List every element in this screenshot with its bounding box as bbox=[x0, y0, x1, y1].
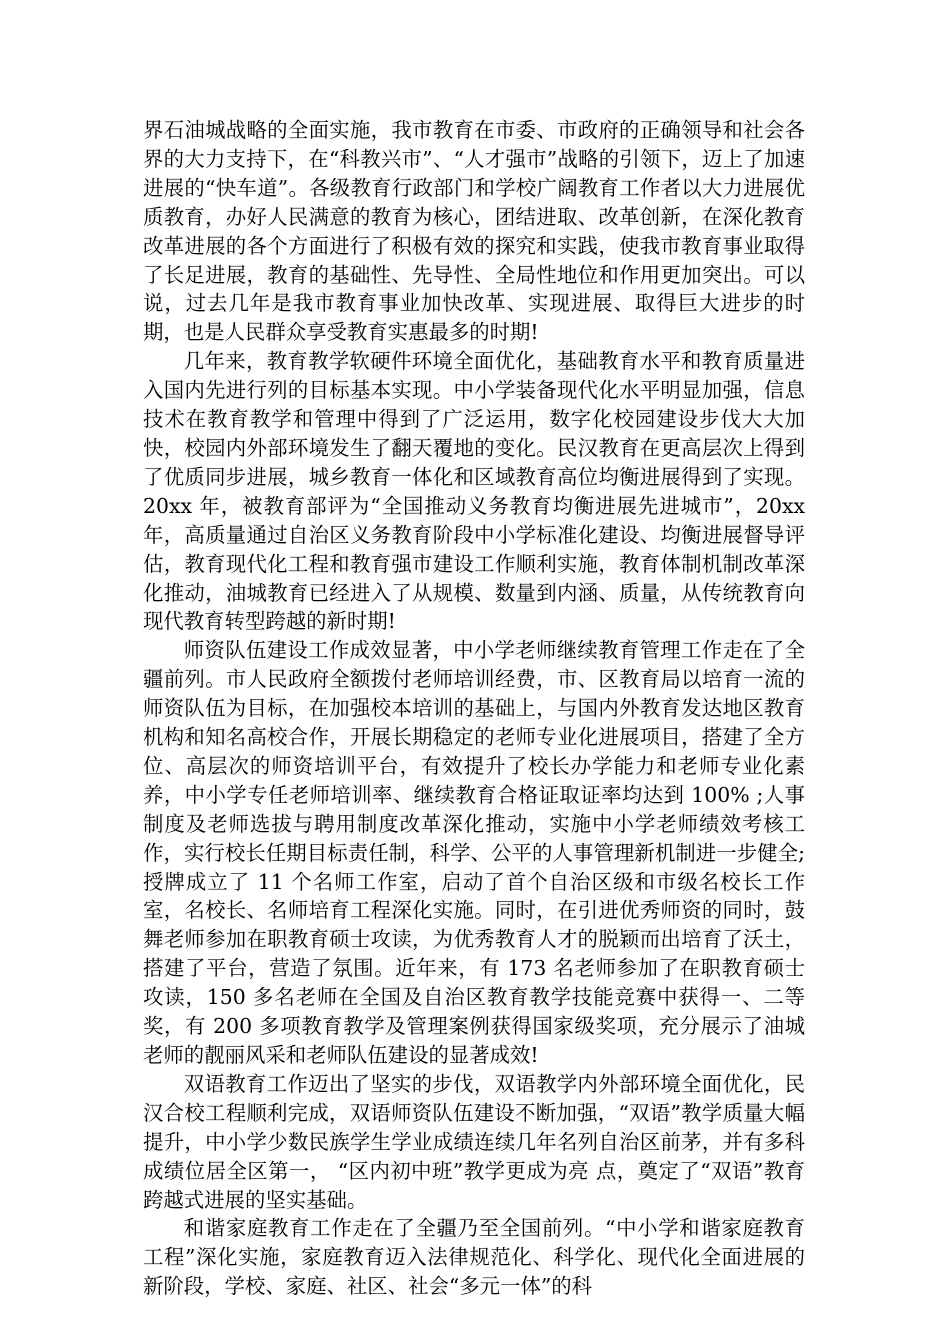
paragraph-4: 双语教育工作迈出了坚实的步伐，双语教学内外部环境全面优化，民汉合校工程顺利完成，双语师资队伍建设不断加强，“双语”教学质量大幅提升，中小学少数民族学生学业成绩连续几年名列自治区前茅，并有多科成绩位居全区第一， “区内初中班”教学更成为亮 点，奠定了“双语”教育跨越式进展的坚实基础。 bbox=[143, 1071, 805, 1212]
document-page bbox=[143, 116, 805, 1301]
paragraph-3: 师资队伍建设工作成效显著，中小学老师继续教育管理工作走在了全疆前列。市人民政府全额拨付老师培训经费，市、区教育局以培育一流的师资队伍为目标，在加强校本培训的基础上，与国内外教育发达地区教育机构和知名高校合作，开展长期稳定的老师专业化进展项目，搭建了全方位、高层次的师资培训平台，有效提升了校长办学能力和老师专业化素养，中小学专任老师培训率、继续教育合格证取证率均达到 100% ;人事制度及老师选拔与聘用制度改革深化推动，实施中小学老师绩效考核工作，实行校长任期目标责任制，科学、公平的人事管理新机制进一步健全;授牌成立了 11 个名师工作室，启动了首个自治区级和市级名校长工作室，名校长、名师培育工程深化实施。同时，在引进优秀师资的同时，鼓舞老师参加在职教育硕士攻读，为优秀教育人才的脱颖而出培育了沃土，搭建了平台，营造了氛围。近年来，有 173 名老师参加了在职教育硕士攻读，150 多名老师在全国及自治区教育教学技能竞赛中获得一、二等奖，有 200 多项教育教学及管理案例获得国家级奖项，充分展示了油城老师的靓丽风采和老师队伍建设的显著成效! bbox=[143, 638, 805, 1067]
paragraph-1: 界石油城战略的全面实施，我市教育在市委、市政府的正确领导和社会各界的大力支持下，在“科教兴市”、“人才强市”战略的引领下，迈上了加速进展的“快车道”。各级教育行政部门和学校广阔教育工作者以大力进展优质教育，办好人民满意的教育为核心，团结进取、改革创新，在深化教育改革进展的各个方面进行了积极有效的探究和实践，使我市教育事业取得了长足进展，教育的基础性、先导性、全局性地位和作用更加突出。可以说，过去几年是我市教育事业加快改革、实现进展、取得巨大进步的时期，也是人民群众享受教育实惠最多的时期! bbox=[143, 118, 805, 345]
paragraph-5: 和谐家庭教育工作走在了全疆乃至全国前列。“中小学和谐家庭教育工程”深化实施，家庭教育迈入法律规范化、科学化、现代化全面进展的新阶段，学校、家庭、社区、社会“多元一体”的科 bbox=[143, 1216, 805, 1299]
paragraph-2: 几年来，教育教学软硬件环境全面优化，基础教育水平和教育质量进入国内先进行列的目标基本实现。中小学装备现代化水平明显加强，信息技术在教育教学和管理中得到了广泛运用，数字化校园建设步伐大大加快，校园内外部环境发生了翻天覆地的变化。民汉教育在更高层次上得到了优质同步进展，城乡教育一体化和区域教育高位均衡进展得到了实现。20xx 年，被教育部评为“全国推动义务教育均衡进展先进城市”，20xx 年，高质量通过自治区义务教育阶段中小学标准化建设、均衡进展督导评估，教育现代化工程和教育强市建设工作顺利实施，教育体制机制改革深化推动，油城教育已经进入了从规模、数量到内涵、质量，从传统教育向现代教育转型跨越的新时期! bbox=[143, 349, 805, 634]
